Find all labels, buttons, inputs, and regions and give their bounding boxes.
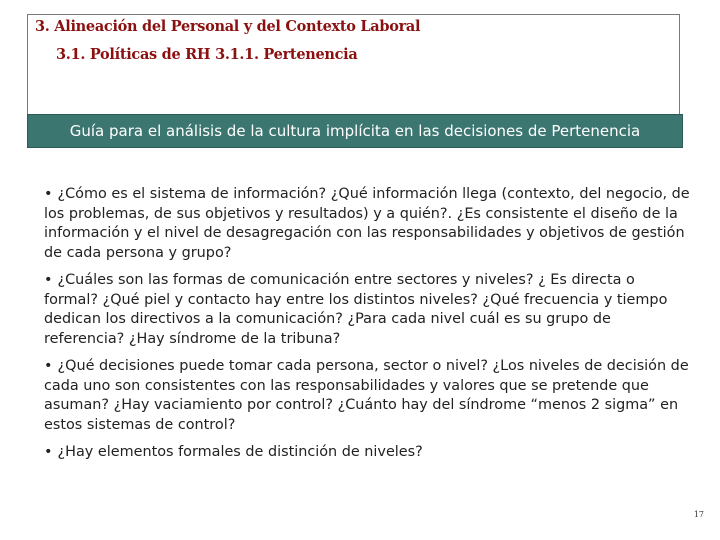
bullet-text: ¿Qué decisiones puede tomar cada persona, sector o nivel? ¿Los niveles de decisión de cada uno son consistentes con las responsabilidades y valores que se pretende que asuman? ¿Hay vaciamiento por control? ¿Cuánto hay del síndrome “menos 2 sigma” en estos sistemas de control? [44, 358, 689, 433]
guide-banner-text: Guía para el análisis de la cultura implícita en las decisiones de Pertenencia [69, 122, 641, 140]
page-number: 17 [693, 510, 704, 519]
bullet-text: ¿Hay elementos formales de distinción de niveles? [57, 444, 423, 460]
bullet-text: ¿Cuáles son las formas de comunicación entre sectores y niveles? ¿ Es directa o formal? ¿Qué piel y contacto hay entre los distintos niveles? ¿Qué frecuencia y tiempo dedican los directivos a la comunicación? ¿Para cada nivel cuál es su grupo de referencia? ¿Hay síndrome de la tribuna? [44, 272, 668, 347]
bullet-dot-icon: • [44, 444, 53, 460]
bullet-dot-icon: • [44, 272, 53, 288]
bullet-item-formal-elements [44, 443, 692, 463]
bullet-item-communication [44, 271, 692, 349]
bullet-item-decisions [44, 357, 692, 435]
slide-subtitle: 3.1. Políticas de RH 3.1.1. Pertenencia [56, 46, 358, 63]
guide-banner [27, 114, 683, 148]
bullet-list [44, 185, 692, 471]
slide-title: 3. Alineación del Personal y del Contexto Laboral [35, 18, 421, 35]
bullet-dot-icon: • [44, 358, 53, 374]
bullet-dot-icon: • [44, 186, 53, 202]
bullet-item-information-system [44, 185, 692, 263]
bullet-text: ¿Cómo es el sistema de información? ¿Qué información llega (contexto, del negocio, de los problemas, de sus objetivos y resultados) y a quién?. ¿Es consistente el diseño de la información y el nivel de desagregación con las responsabilidades y objetivos de gestión de cada persona y grupo? [44, 186, 690, 261]
